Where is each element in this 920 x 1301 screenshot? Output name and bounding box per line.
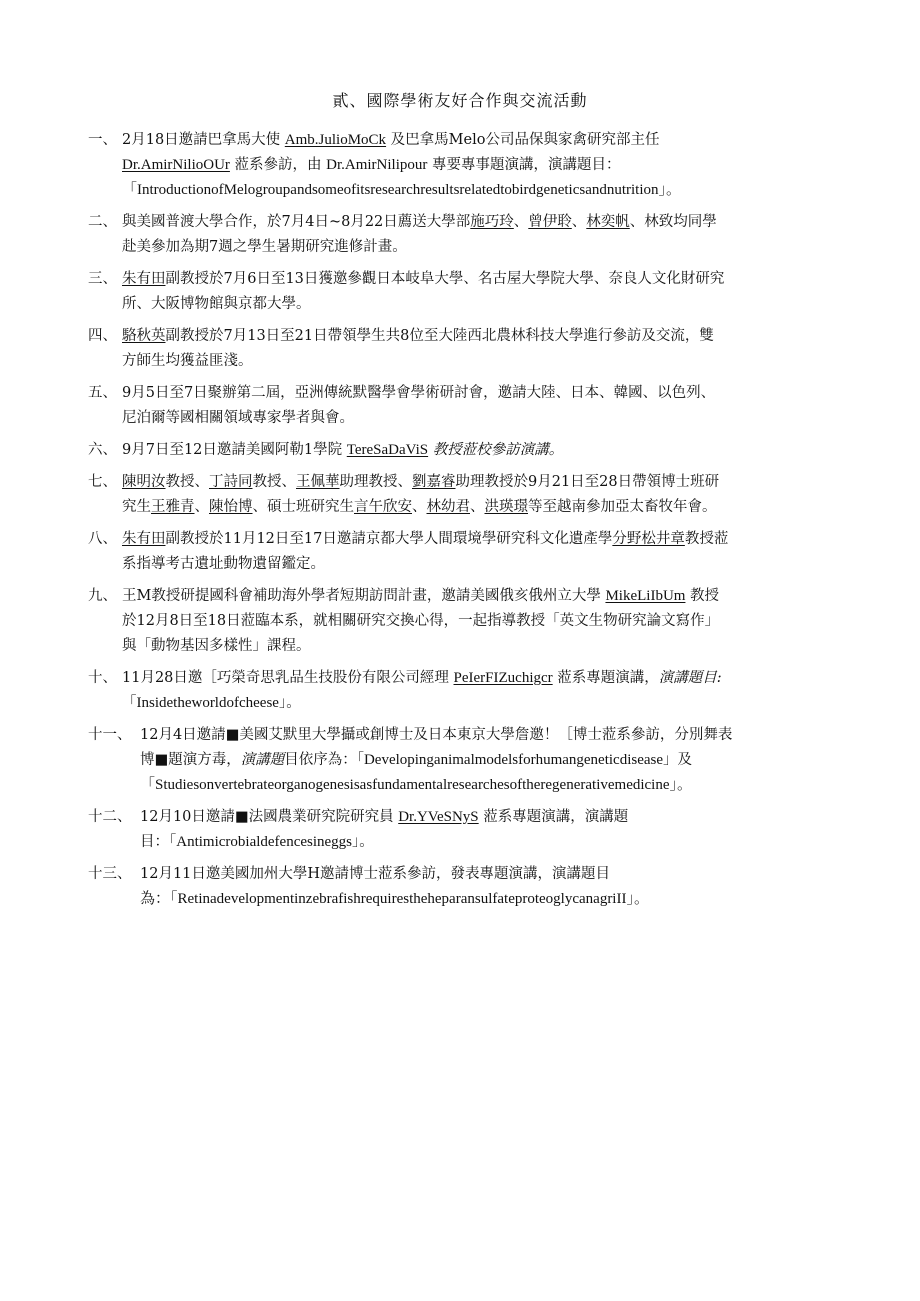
underlined-name: Amb.JulioMoCk: [284, 132, 387, 148]
item-number: 四、: [88, 328, 117, 344]
item-number: 十三、: [88, 866, 132, 882]
item-number: 七、: [88, 474, 117, 490]
text-run: 」。: [352, 834, 374, 850]
text-run: 等至越南參加亞太畜牧年會。: [528, 499, 717, 515]
list-item: [88, 438, 848, 463]
underlined-name: Dr.YVeSNyS: [398, 809, 479, 825]
item-line: [122, 128, 848, 153]
item-line: [140, 830, 848, 855]
item-line: [122, 349, 848, 374]
underlined-name: 陳明汝: [122, 474, 166, 490]
list-item: [88, 210, 848, 260]
text-run: 「IntroductionofMelogroupandsomeofitsresearchresultsrelatedtobirdgeneticsandnutrition」。: [122, 182, 682, 198]
underlined-name: 林奕帆: [586, 214, 630, 230]
list-item: [88, 666, 848, 716]
item-line: [122, 527, 848, 552]
text-run: 專要專事題演講，演講題目：: [427, 157, 621, 173]
item-line: [140, 773, 848, 798]
text-run: 、林致均同學: [629, 214, 717, 230]
item-number: 六、: [88, 442, 117, 458]
text-run: 、: [194, 499, 209, 515]
text-run: 目依序為：「: [284, 752, 364, 768]
item-line: [122, 178, 848, 203]
text-run: 演講題目:: [658, 670, 722, 686]
underlined-name: 朱有田: [122, 271, 166, 287]
underlined-name: 王佩華: [296, 474, 340, 490]
underlined-name: 陳怡博: [209, 499, 253, 515]
activity-list: [88, 128, 848, 919]
item-line: [122, 267, 848, 292]
underlined-name: 分野松井章: [612, 531, 685, 547]
item-number: 十、: [88, 670, 117, 686]
list-item: [88, 862, 848, 912]
item-line: [140, 723, 848, 748]
item-number: 十一、: [88, 727, 132, 743]
text-run: 系指導考古遺址動物遺留鑑定。: [122, 556, 325, 572]
text-run: 教授、: [165, 474, 209, 490]
item-line: [122, 235, 848, 260]
text-run: 2月18日邀請巴拿馬大使: [122, 132, 285, 148]
text-run: 及巴拿馬Melo公司品保與家禽研究部主任: [386, 132, 660, 148]
list-item: [88, 584, 848, 659]
underlined-name: 曾伊聆: [528, 214, 572, 230]
text-run: 助理教授於9月21日至28日帶領博士班研: [455, 474, 720, 490]
text-run: 」。: [278, 695, 301, 711]
item-number: 二、: [88, 214, 117, 230]
text-run: 蒞系專題演講，: [552, 670, 659, 686]
item-line: [140, 887, 848, 912]
text-run: 、: [571, 214, 587, 230]
item-line: [122, 552, 848, 577]
item-line: [140, 748, 848, 773]
item-line: [122, 691, 848, 716]
underlined-name: 駱秋英: [122, 328, 166, 344]
item-number: 一、: [88, 132, 117, 148]
text-run: 尼泊爾等國相關領域專家學者與會。: [122, 410, 354, 426]
text-run: 9月7日至12日邀請美國阿勒1學院: [122, 442, 347, 458]
list-item: [88, 527, 848, 577]
underlined-name: 言午欣安: [354, 499, 412, 515]
underlined-name: 朱有田: [122, 531, 166, 547]
text-run: 12月4日邀請■美國艾默里大學攝或創博士及日本東京大學詹邀！［博士蒞系參訪，分別舞表: [140, 727, 733, 743]
text-run: 副教授於7月6日至13日獲邀參觀日本岐阜大學、名古屋大學院大學、奈良人文化財研究: [165, 271, 725, 287]
underlined-name: PeIerFIZuchigcr: [453, 670, 553, 686]
text-run: 副教授於7月13日至21日帶領學生共8位至大陸西北農林科技大學進行參訪及交流，雙: [165, 328, 714, 344]
item-line: [122, 406, 848, 431]
text-run: 9月5日至7日聚辦第二屆，亞洲傳統默醫學會學術研討會，邀請大陸、日本、韓國、以色列、: [122, 385, 716, 401]
text-run: Developinganimalmodelsforhumangeneticdisease: [363, 752, 664, 768]
underlined-name: 施巧玲: [470, 214, 514, 230]
text-run: 」及: [663, 752, 693, 768]
text-run: 究生: [122, 499, 151, 515]
list-item: [88, 723, 848, 798]
item-line: [122, 609, 848, 634]
text-run: 、: [412, 499, 427, 515]
text-run: 、碩士班研究生: [252, 499, 354, 515]
item-number: 八、: [88, 531, 117, 547]
item-line: [122, 324, 848, 349]
list-item: [88, 381, 848, 431]
item-line: [122, 634, 848, 659]
item-line: [140, 862, 848, 887]
underlined-name: TereSaDaViS: [346, 442, 429, 458]
text-run: 教授、: [252, 474, 296, 490]
text-run: 赴美參加為期7週之學生暑期研究進修計畫。: [122, 239, 407, 255]
item-line: [122, 584, 848, 609]
text-run: 王M教授研提國科會補助海外學者短期訪問計畫，邀請美國俄亥俄州立大學: [122, 588, 606, 604]
text-run: 副教授於11月12日至17日邀請京都大學人間環境學研究科文化遺產學: [165, 531, 613, 547]
text-run: 蒞系參訪，由: [229, 157, 327, 173]
text-run: 、: [513, 214, 529, 230]
text-run: 於12月8日至18日蒞臨本系，就相關研究交換心得，一起指導教授「英文生物研究論文寫作」: [122, 613, 720, 629]
item-number: 五、: [88, 385, 117, 401]
underlined-name: MikeLiIbUm: [605, 588, 686, 604]
underlined-name: Dr.AmirNilioOUr: [122, 157, 230, 173]
item-line: [122, 470, 848, 495]
text-run: 、: [470, 499, 485, 515]
text-run: 所、大阪博物館與京都大學。: [122, 296, 311, 312]
item-line: [122, 210, 848, 235]
text-run: 為：「RetinadevelopmentinzebrafishrequirestheheparansulfateproteoglycanagriII」。: [140, 891, 649, 907]
text-run: 教授蒞校參訪演講。: [432, 442, 564, 458]
list-item: [88, 267, 848, 317]
list-item: [88, 128, 848, 203]
underlined-name: 林幼君: [426, 499, 470, 515]
text-run: 博■題演方毒，: [140, 752, 241, 768]
text-run: Antimicrobialdefencesineggs: [176, 834, 353, 850]
item-line: [122, 292, 848, 317]
item-number: 九、: [88, 588, 117, 604]
underlined-name: 劉嘉睿: [412, 474, 456, 490]
text-run: 教授: [685, 588, 720, 604]
underlined-name: 王雅青: [151, 499, 195, 515]
text-run: 演講題: [240, 752, 285, 768]
text-run: 與「動物基因多樣性」課程。: [122, 638, 311, 654]
item-line: [122, 666, 848, 691]
item-line: [122, 495, 848, 520]
text-run: 助理教授、: [339, 474, 412, 490]
item-line: [122, 438, 848, 463]
text-run: 11月28日邀［巧榮奇思乳品生技股份有限公司經理: [122, 670, 454, 686]
text-run: 與美國普渡大學合作，於7月4日~8月22日薦送大學部: [122, 214, 471, 230]
text-run: 蒞系專題演講，演講題: [478, 809, 629, 825]
item-line: [122, 153, 848, 178]
list-item: [88, 805, 848, 855]
text-run: 目：「: [140, 834, 177, 850]
text-run: 教授蒞: [684, 531, 729, 547]
item-line: [122, 381, 848, 406]
list-item: [88, 470, 848, 520]
document-title: 貳、國際學術友好合作與交流活動: [332, 91, 588, 110]
text-run: 「Studiesonvertebrateorganogenesisasfundamentalresearchesoftheregenerativemedicine」。: [140, 777, 692, 793]
item-number: 三、: [88, 271, 117, 287]
underlined-name: 洪瑛璟: [484, 499, 528, 515]
text-run: Dr.AmirNilipour: [326, 157, 428, 173]
text-run: Insidetheworldofcheese: [136, 695, 279, 711]
text-run: 方師生均獲益匪淺。: [122, 353, 253, 369]
text-run: 12月11日邀美國加州大學H邀請博士蒞系參訪，發表專題演講，演講題目: [140, 866, 611, 882]
text-run: 12月10日邀請■法國農業研究院研究員: [140, 809, 399, 825]
list-item: [88, 324, 848, 374]
item-line: [140, 805, 848, 830]
text-run: 「: [122, 695, 137, 711]
item-number: 十二、: [88, 809, 132, 825]
underlined-name: 丁詩同: [209, 474, 253, 490]
